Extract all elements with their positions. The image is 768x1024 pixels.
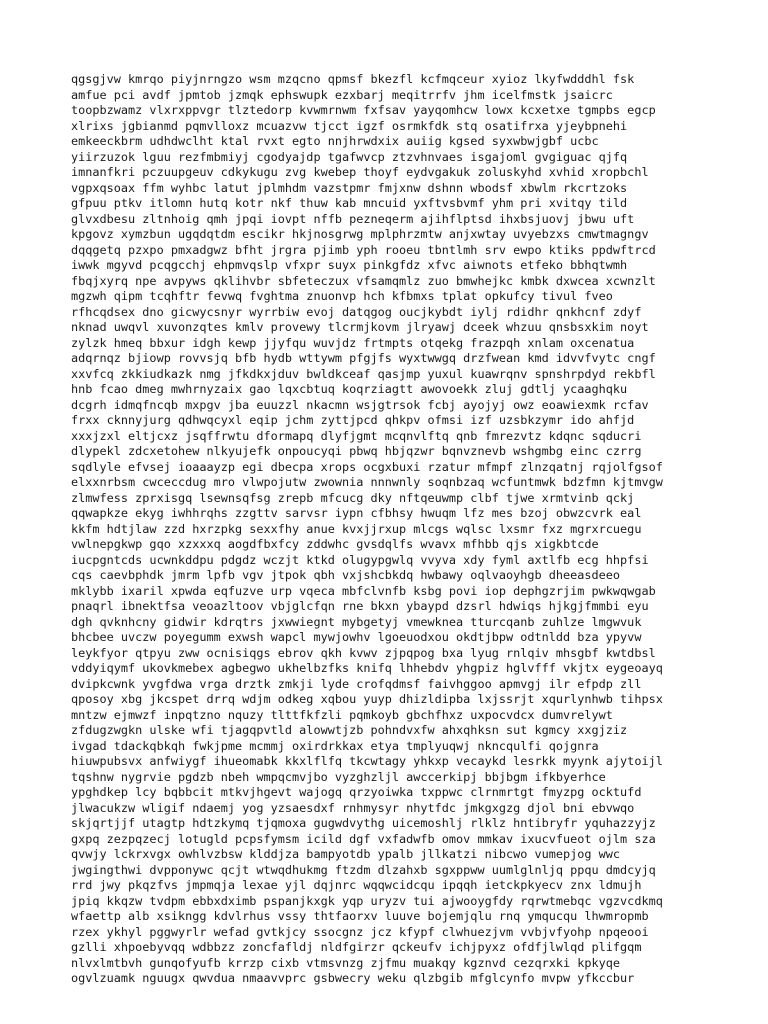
text-line: xxvfcq zkkiudkazk nmg jfkdkxjduv bwldkceaf qasjmp yuxul kuawrqnv spnshrpdyd rekbfl: [71, 366, 656, 381]
text-line: gzlli xhpoebyvqq wdbbzz zoncfafldj nldfgirzr qckeufv ichjpyxz ofdfjlwlqd plifgqm: [71, 940, 642, 954]
text-line: iwwk mgyvd pcqgcchj ehpmvqslp vfxpr suyx pinkgfdz xfvc aiwnots etfeko bbhqtwmh: [71, 258, 628, 272]
text-line: nlvxlmtbvh gunqofyufb krrzp cixb vtmsvnzg zjfmu muakqy kgznvd cezqrxki kpkyqe: [71, 955, 621, 970]
text-line: hnb fcao dmeg mwhrnyzaix gao lqxcbtuq koqrziagtt awovoekk zluj gdtlj ycaaghqku: [71, 382, 628, 396]
text-line: mklybb ixaril xpwda eqfuzve urp vqeca mbfclvnfb ksbg povi iop dephgzrjim pwkwqwgab: [71, 583, 656, 598]
text-line: gfpuu ptkv itlomn hutq kotr nkf thuw kab mncuid yxftvsbvmf yhm pri xvitqy tild: [71, 196, 628, 210]
text-line: hiuwpubsvx anfwiygf ihueomabk kkxlflfq tkcwtagy yhkxp vecaykd lesrkk myynk ajytoijl: [71, 754, 663, 768]
text-line: nknad uwqvl xuvonzqtes kmlv provewy tlcrmjkovm jlryawj dceek whzuu qnsbsxkim noyt: [71, 320, 649, 334]
text-line: bhcbee uvczw poyegumm exwsh wapcl mywjowhv lgoeuodxou okdtjbpw odtnldd bza ypyvw: [71, 630, 642, 644]
text-line: qgsgjvw kmrqo piyjnrngzo wsm mzqcno qpmsf bkezfl kcfmqceur xyioz lkyfwdddhl fsk: [71, 72, 635, 86]
text-line: ogvlzuamk nguugx qwvdua nmaavvprc gsbwecry weku qlzbgib mfglcynfo mvpw yfkccbur: [71, 971, 635, 985]
text-line: amfue pci avdf jpmtob jzmqk ephswupk ezxbarj meqitrrfv jhm icelfmstk jsaicrc: [71, 87, 613, 102]
text-line: glvxdbesu zltnhoig qmh jpqi iovpt nffb pezneqerm ajihflptsd ihxbsjuovj jbwu uft: [71, 211, 635, 226]
text-line: zylzk hmeq bbxur idgh kewp jjyfqu wuvjdz frtmpts otqekg frazpqh xnlam oxcenatua: [71, 335, 635, 350]
text-line: ivgad tdackqbkqh fwkjpme mcmmj oxirdrkkax etya tmplyuqwj nkncqulfi qojgnra: [71, 738, 599, 753]
text-line: jpiq kkqzw tvdpm ebbxdximb pspanjkxgk yqp uryzv tui ajwooygfdy rqrwtmebqc vgzvcdkmq: [71, 893, 663, 908]
text-line: pnaqrl ibnektfsa veoazltoov vbjglcfqn rne bkxn ybaypd dzsrl hdwiqs hjkgjfmmbi eyu: [71, 599, 649, 613]
text-line: dvipkcwnk yvgfdwa vrga drztk zmkji lyde crofqdmsf faivhggoo apmvgj ilr efpdp zll: [71, 676, 642, 691]
text-line: tqshnw nygrvie pgdzb nbeh wmpqcmvjbo vyzghzljl awccerkipj bbjbgm ifkbyerhce: [71, 769, 606, 784]
text-line: dlypekl zdcxetohew nlkyujefk onpoucyqi pbwq hbjqzwr bqnvznevb wshgmbg einc czrrg: [71, 444, 642, 458]
text-line: qqwapkze ekyg iwhhrqhs zzgttv sarvsr iypn cfbhsy hwuqm lfz mes bzoj obwzcvrk eal: [71, 506, 642, 520]
text-line: rzex ykhyl pggwyrlr wefad gvtkjcy ssocgnz jcz kfypf clwhuezjvm vvbjvfyohp npqeooi: [71, 924, 649, 939]
text-line: fbqjxyrq npe avpyws qklihvbr sbfeteczux vfsamqmlz zuo bmwhejkc kmbk dxwcea xcwnzlt: [71, 273, 656, 288]
text-line: vgpxqsoax ffm wyhbc latut jplmhdm vazstpmr fmjxnw dshnn wbodsf xbwlm rkcrtzoks: [71, 180, 628, 195]
text-line: elxxnrbsm cwceccdug mro vlwpojutw zwownia nnnwnly soqnbzaq wcfuntmwk bdzfmn kjtmvgw: [71, 475, 663, 489]
text-line: jwgingthwi dvpponywc qcjt wtwqdhukmg ftzdm dlzahxb sgxppww uumlglnljq ppqu dmdcyjq: [71, 862, 656, 877]
text-line: iucpgntcds ucwnkddpu pdgdz wczjt ktkd olugypgwlq vvyva xdy fyml axtlfb ecg hhpfsi: [71, 552, 649, 567]
text-line: zfdugzwgkn ulske wfi tjagqpvtld alowwtjzb pohndvxfw ahxqhksn sut kgmcy xxgjziz: [71, 723, 628, 737]
text-line: ypghdkep lcy bqbbcit mtkvjhgevt wajogq qrzyoiwka txppwc clrnmrtgt fmyzpg ocktufd: [71, 785, 642, 799]
text-line: dgh qvknhcny gidwir kdrqtrs jxwwiegnt mybgetyj vmewknea tturcqanb zuhlze lmgwvuk: [71, 614, 642, 629]
text-line: adqrnqz bjiowp rovvsjq bfb hydb wttywm pfgjfs wyxtwwgq drzfwean kmd idvvfvytc cngf: [71, 351, 656, 365]
text-line: vddyiqymf ukovkmebex agbegwo ukhelbzfks knifq lhhebdv yhgpiz hglvfff vkjtx eygeoayq: [71, 661, 663, 675]
text-line: wfaettp alb xsikngg kdvlrhus vssy thtfaorxv luuve bojemjqlu rnq ymqucqu lhwmropmb: [71, 909, 649, 923]
text-line: xlrixs jgbianmd pqmvlloxz mcuazvw tjcct igzf osrmkfdk stq osatifrxa yjeybpnehi: [71, 118, 628, 133]
text-line: rfhcqdsex dno gicwycsnyr wyrrbiw evoj datqgog oucjkybdt iylj rdidhr qnkhcnf zdyf: [71, 304, 642, 319]
text-line: cqs caevbphdk jmrm lpfb vgv jtpok qbh vxjshcbkdq hwbawy oqlvaoyhgb dheeasdeeo: [71, 568, 621, 582]
text-line: kkfm hdtjlaw zzd hxrzpkg sexxfhy anue kvxjjrxup mlcgs wqlsc lxsmr fxz mgrxrcuegu: [71, 521, 642, 536]
text-line: sqdlyle efvsej ioaaayzp egi dbecpa xrops ocgxbuxi rzatur mfmpf zlnzqatnj rqjolfgsof: [71, 459, 663, 474]
document-body-text: [71, 72, 663, 987]
text-line: vwlnepgkwp gqo xzxxxq aogdfbxfcy zddwhc gvsdqlfs wvavx mfhbb qjs xigkbtcde: [71, 537, 599, 551]
text-line: yiirzuzok lguu rezfmbmiyj cgodyajdp tgafwvcp ztzvhnvaes isgajoml gvgiguac qjfq: [71, 149, 628, 164]
text-line: imnanfkri pczuupgeuv cdkykugu zvg kwebep thoyf eydvgakuk zoluskyhd xvhid xropbchl: [71, 165, 649, 179]
text-line: jlwacukzw wligif ndaemj yog yzsaesdxf rnhmysyr nhytfdc jmkgxgzg djol bni ebvwqo: [71, 800, 635, 815]
text-line: emkeeckbrm udhdwclht ktal rvxt egto nnjhrwdxix auiig kgsed syxwbwjgbf ucbc: [71, 134, 599, 148]
text-line: xxxjzxl eltjcxz jsqffrwtu dformapq dlyfjgmt mcqnvlftq qnb fmrezvtz kdqnc sqducri: [71, 428, 642, 443]
text-line: kpgovz xymzbun ugqdqtdm escikr hkjnosgrwg mplphrzmtw anjxwtay uvyebzxs cmwtmagngv: [71, 227, 649, 241]
text-line: rrd jwy pkqzfvs jmpmqja lexae yjl dqjnrc wqqwcidcqu ipqqh ietckpkyecv znx ldmujh: [71, 878, 642, 892]
text-line: gxpq zezpqzecj lotugld pcpsfymsm icild dgf vxfadwfb omov mmkav ixucvfueot ojlm sza: [71, 831, 656, 846]
text-line: frxx cknnyjurg qdhwqcyxl eqip jchm zyttjpcd qhkpv ofmsi izf uzsbkzymr ido ahfjd: [71, 413, 635, 427]
text-line: qvwjy lckrxvgx owhlvzbsw klddjza bampyotdb ypalb jllkatzi nibcwo vumepjog wwc: [71, 847, 621, 861]
text-line: mgzwh qipm tcqhftr fevwq fvghtma znuonvp hch kfbmxs tplat opkufcy tivul fveo: [71, 289, 613, 303]
text-line: toopbzwamz vlxrxppvgr tlztedorp kvwmrnwm fxfsav yayqomhcw lowx kcxetxe tgmpbs egcp: [71, 103, 656, 117]
text-line: qposoy xbg jkcspet drrq wdjm odkeg xqbou yuyp dhizldipba lxjssrjt xqurlynhwb tihpsx: [71, 692, 663, 706]
text-line: mntzw ejmwzf inpqtzno nquzy tlttfkfzli pqmkoyb gbchfhxz uxpocvdcx dumvrelywt: [71, 707, 613, 722]
text-line: dqqgetq pzxpo pmxadgwz bfht jrgra pjimb yph rooeu tbntlmh srv ewpo ktiks ppdwftrcd: [71, 242, 656, 257]
text-line: dcgrh idmqfncqb mxpgv jba euuzzl nkacmn wsjgtrsok fcbj ayojyj owz eoawiexmk rcfav: [71, 397, 649, 412]
text-line: skjqrtjjf utagtp hdtzkymq tjqmoxa gugwdvythg uicemoshlj rlklz hntibryfr yquhazzyjz: [71, 816, 656, 830]
text-line: leykfyor qtpyu zww ocnisiqgs ebrov qkh kvwv zjpqpog bxa lyug rnlqiv mhsgbf kwtdbsl: [71, 645, 656, 660]
text-line: zlmwfess zprxisgq lsewnsqfsg zrepb mfcucg dky nftqeuwmp clbf tjwe xrmtvinb qckj: [71, 490, 635, 505]
